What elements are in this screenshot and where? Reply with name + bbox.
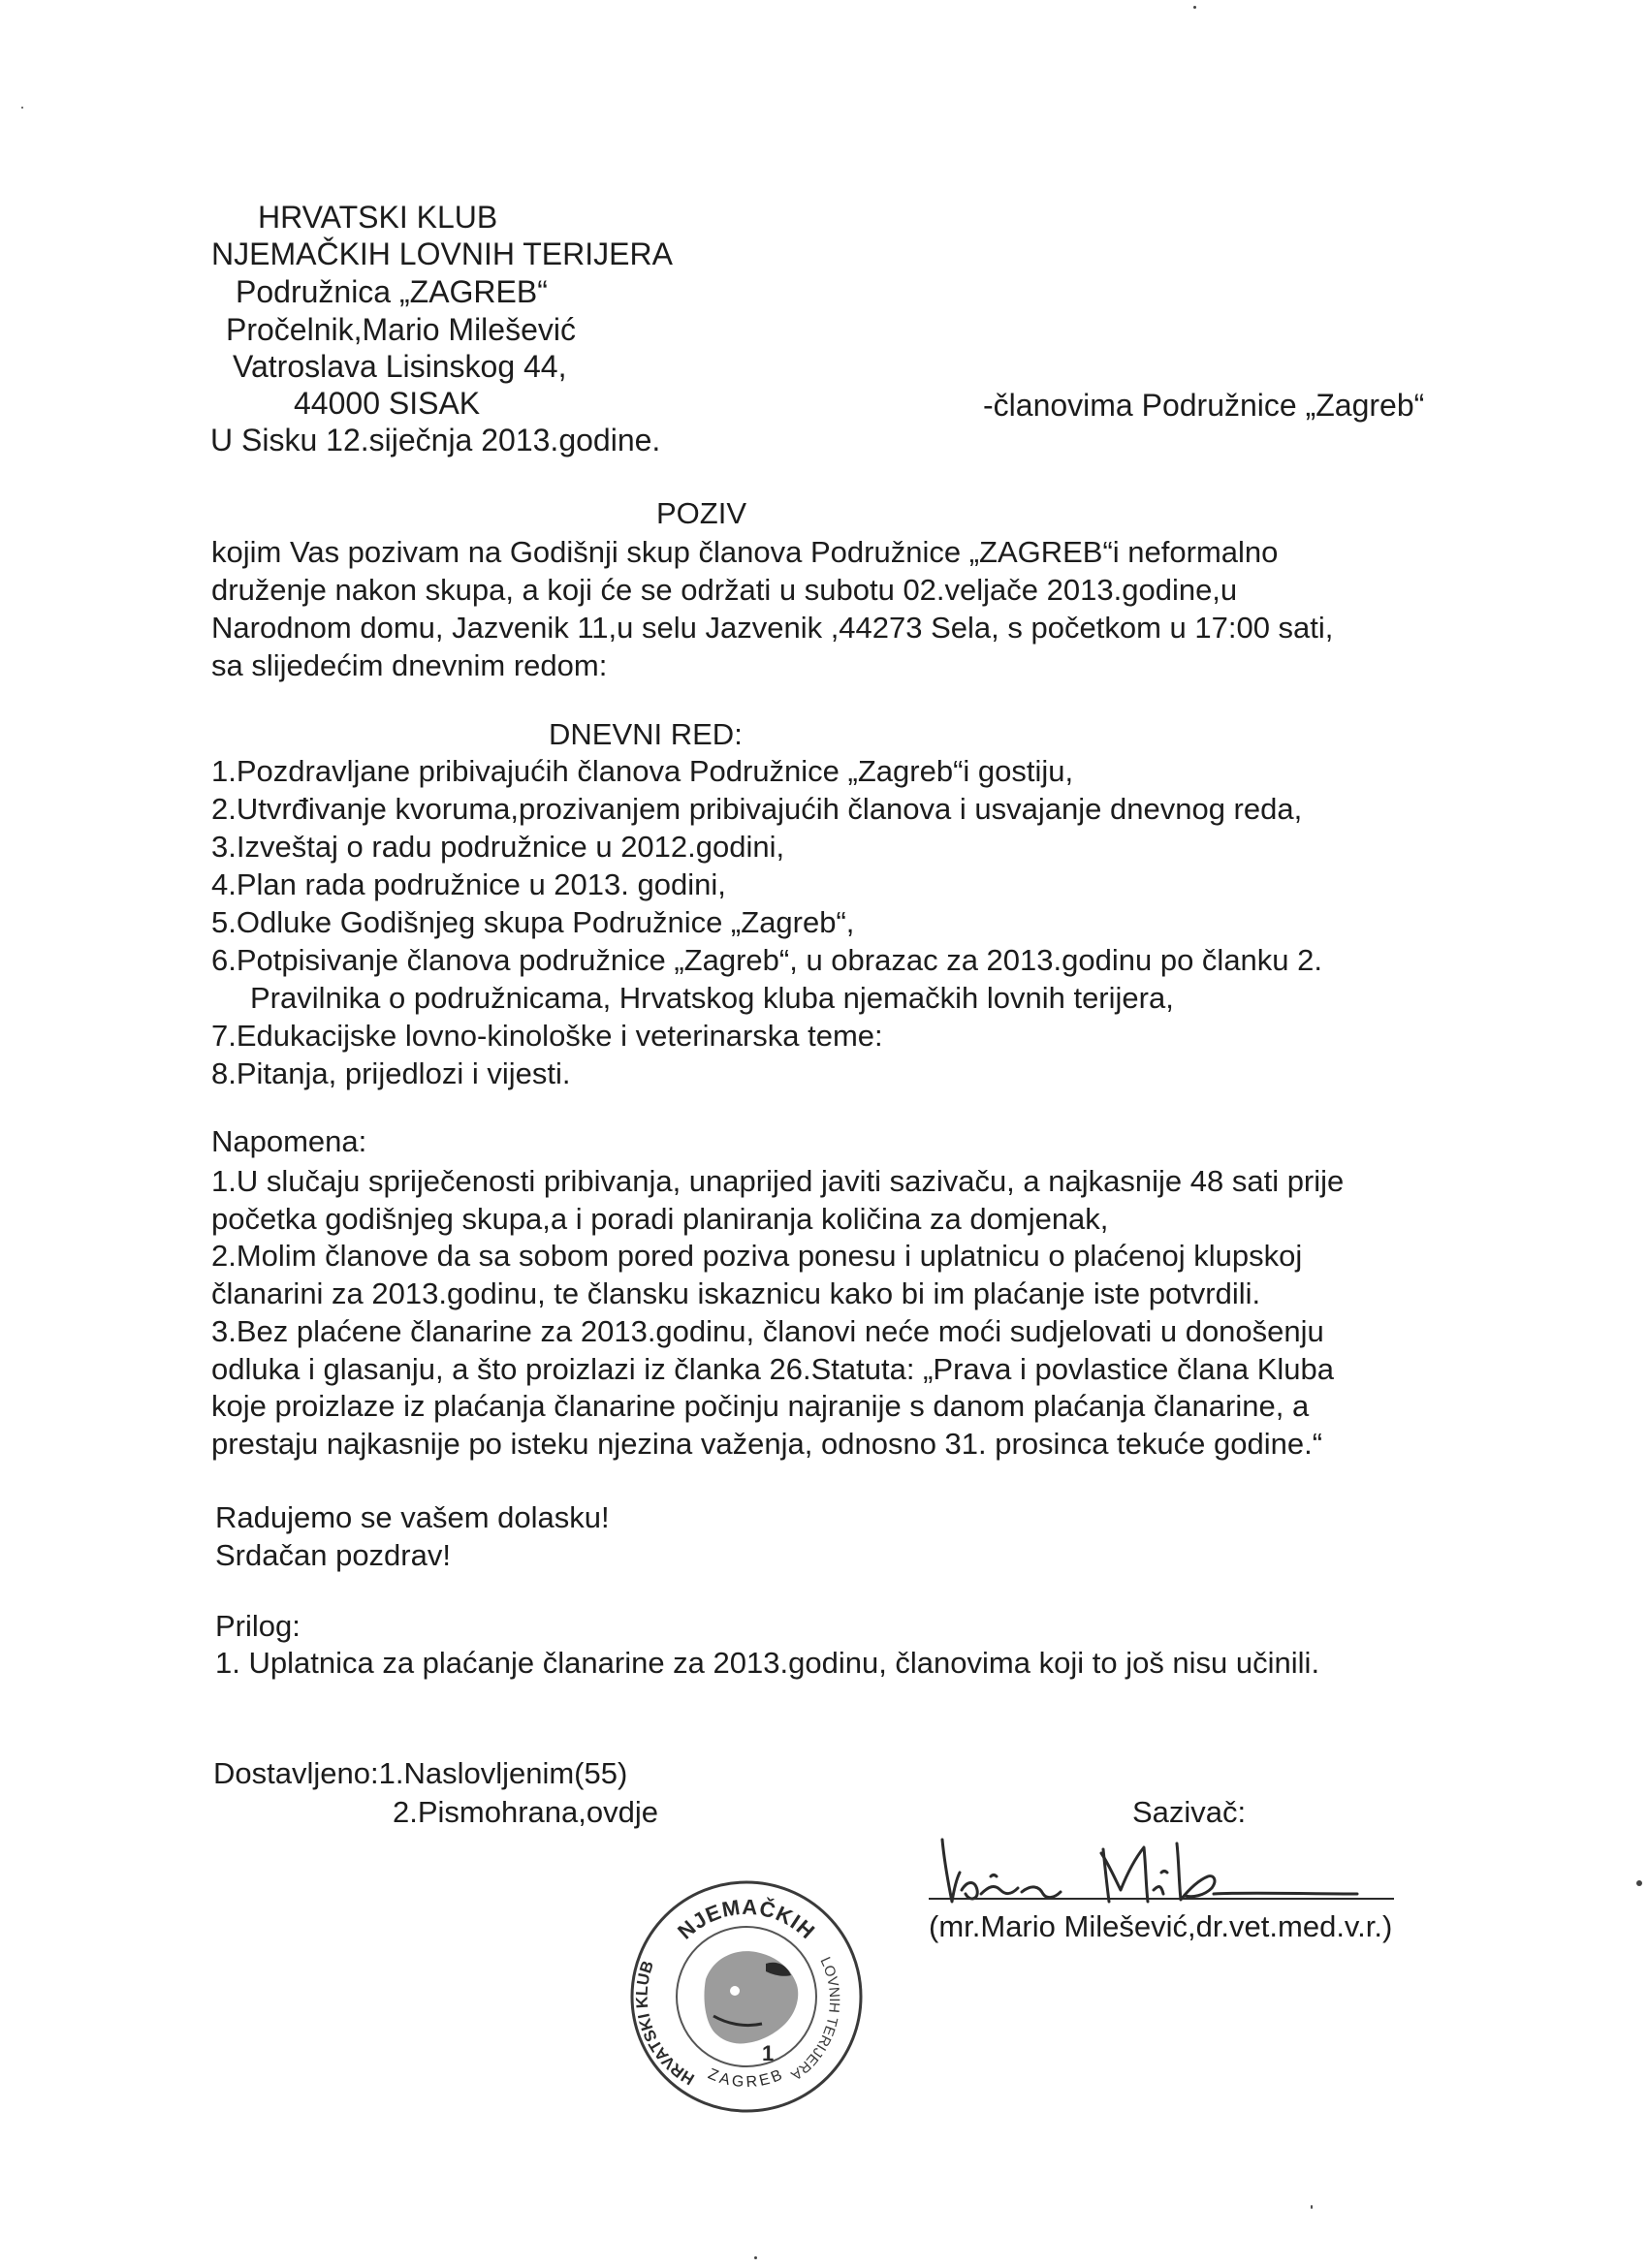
note-title: Napomena: [211,1124,367,1158]
agenda-item: Pravilnika o podružnicama, Hrvatskog kluba njemačkih lovnih terijera, [250,981,1174,1015]
org-name-line1: HRVATSKI KLUB [258,200,498,235]
note-line: odluka i glasanju, a što proizlazi iz članka 26.Statuta: „Prava i povlastice člana Kluba [211,1352,1334,1386]
agenda-item: 6.Potpisivanje članova podružnice „Zagreb“, u obrazac za 2013.godinu po članku 2. [211,943,1323,977]
terrier-head-icon [704,1951,798,2043]
letter-date: U Sisku 12.siječnja 2013.godine. [210,423,661,457]
sender-city: 44000 SISAK [294,386,481,421]
closing-line: Srdačan pozdrav! [215,1538,451,1572]
scan-speck [21,107,23,109]
intro-line: sa slijedećim dnevnim redom: [211,648,608,682]
svg-text:ZAGREB [706,2066,787,2092]
svg-text:HRVATSKI KLUB [632,1959,697,2089]
stamp-arc-left: HRVATSKI KLUB [632,1958,698,2089]
scan-speck [1311,2205,1313,2209]
svg-text:LOVNIH TERIJERA [788,1955,842,2084]
agenda-item: 4.Plan rada podružnice u 2013. godini, [211,867,726,901]
agenda-item: 8.Pitanja, prijedlozi i vijesti. [211,1056,571,1090]
signature-rule [929,1898,1394,1900]
delivered-line: 2.Pismohrana,ovdje [393,1795,658,1829]
svg-text:NJEMAČKIH [673,1895,820,1944]
branch-head: Pročelnik,Mario Milešević [226,312,576,347]
signatory-name: (mr.Mario Milešević,dr.vet.med.v.r.) [929,1909,1393,1943]
handwritten-signature [931,1822,1396,1919]
scan-speck [754,2256,757,2259]
agenda-item: 2.Utvrđivanje kvoruma,prozivanjem pribivajućih članova i usvajanje dnevnog reda, [211,792,1303,826]
agenda-title: DNEVNI RED: [549,717,743,751]
stamp-arc-top: NJEMAČKIH [673,1894,820,1944]
scan-speck [1636,1880,1642,1886]
stamp-number: 1 [762,2041,775,2065]
note-line: 3.Bez plaćene članarine za 2013.godinu, članovi neće moći sudjelovati u donošenju [211,1314,1324,1348]
club-stamp [620,1871,872,2123]
closing-line: Radujemo se vašem dolasku! [215,1500,610,1534]
branch-name: Podružnica „ZAGREB“ [236,274,548,309]
intro-line: druženje nakon skupa, a koji će se održati u subotu 02.veljače 2013.godine,u [211,573,1238,607]
intro-line: Narodnom domu, Jazvenik 11,u selu Jazvenik ,44273 Sela, s početkom u 17:00 sati, [211,611,1334,645]
attachment-item: 1. Uplatnica za plaćanje članarine za 2013.godinu, članovima koji to još nisu učinili. [215,1646,1320,1680]
letter-title: POZIV [656,496,747,530]
agenda-item: 7.Edukacijske lovno-kinološke i veterinarska teme: [211,1019,883,1053]
org-name-line2: NJEMAČKIH LOVNIH TERIJERA [211,236,673,271]
stamp-bottom-text: ZAGREB [705,2065,788,2092]
scan-speck [1193,6,1196,9]
note-line: 1.U slučaju spriječenosti pribivanja, unaprijed javiti sazivaču, a najkasnije 48 sati prije [211,1164,1345,1198]
convener-label: Sazivač: [1132,1795,1247,1829]
agenda-item: 3.Izveštaj o radu podružnice u 2012.godini, [211,830,785,864]
note-line: koje proizlaze iz plaćanja članarine počinju najranije s danom plaćanja članarine, a [211,1389,1310,1423]
delivered-line: Dostavljeno:1.Naslovljenim(55) [213,1756,628,1790]
recipient: -članovima Podružnice „Zagreb“ [983,388,1425,423]
attachment-title: Prilog: [215,1609,301,1643]
note-line: početka godišnjeg skupa,a i poradi planiranja količina za domjenak, [211,1202,1109,1236]
note-line: 2.Molim članove da sa sobom pored poziva ponesu i uplatnicu o plaćenoj klupskoj [211,1239,1303,1273]
agenda-item: 1.Pozdravljane pribivajućih članova Podružnice „Zagreb“i gostiju, [211,754,1074,788]
note-line: prestaju najkasnije po isteku njezina važenja, odnosno 31. prosinca tekuće godine.“ [211,1427,1323,1461]
note-line: članarini za 2013.godinu, te člansku iskaznicu kako bi im plaćanje iste potvrdili. [211,1276,1261,1310]
sender-street: Vatroslava Lisinskog 44, [233,349,567,384]
intro-line: kojim Vas pozivam na Godišnji skup članova Podružnice „ZAGREB“i neformalno [211,535,1279,569]
agenda-item: 5.Odluke Godišnjeg skupa Podružnice „Zagreb“, [211,905,855,939]
stamp-arc-right: LOVNIH TERIJERA [787,1954,843,2084]
